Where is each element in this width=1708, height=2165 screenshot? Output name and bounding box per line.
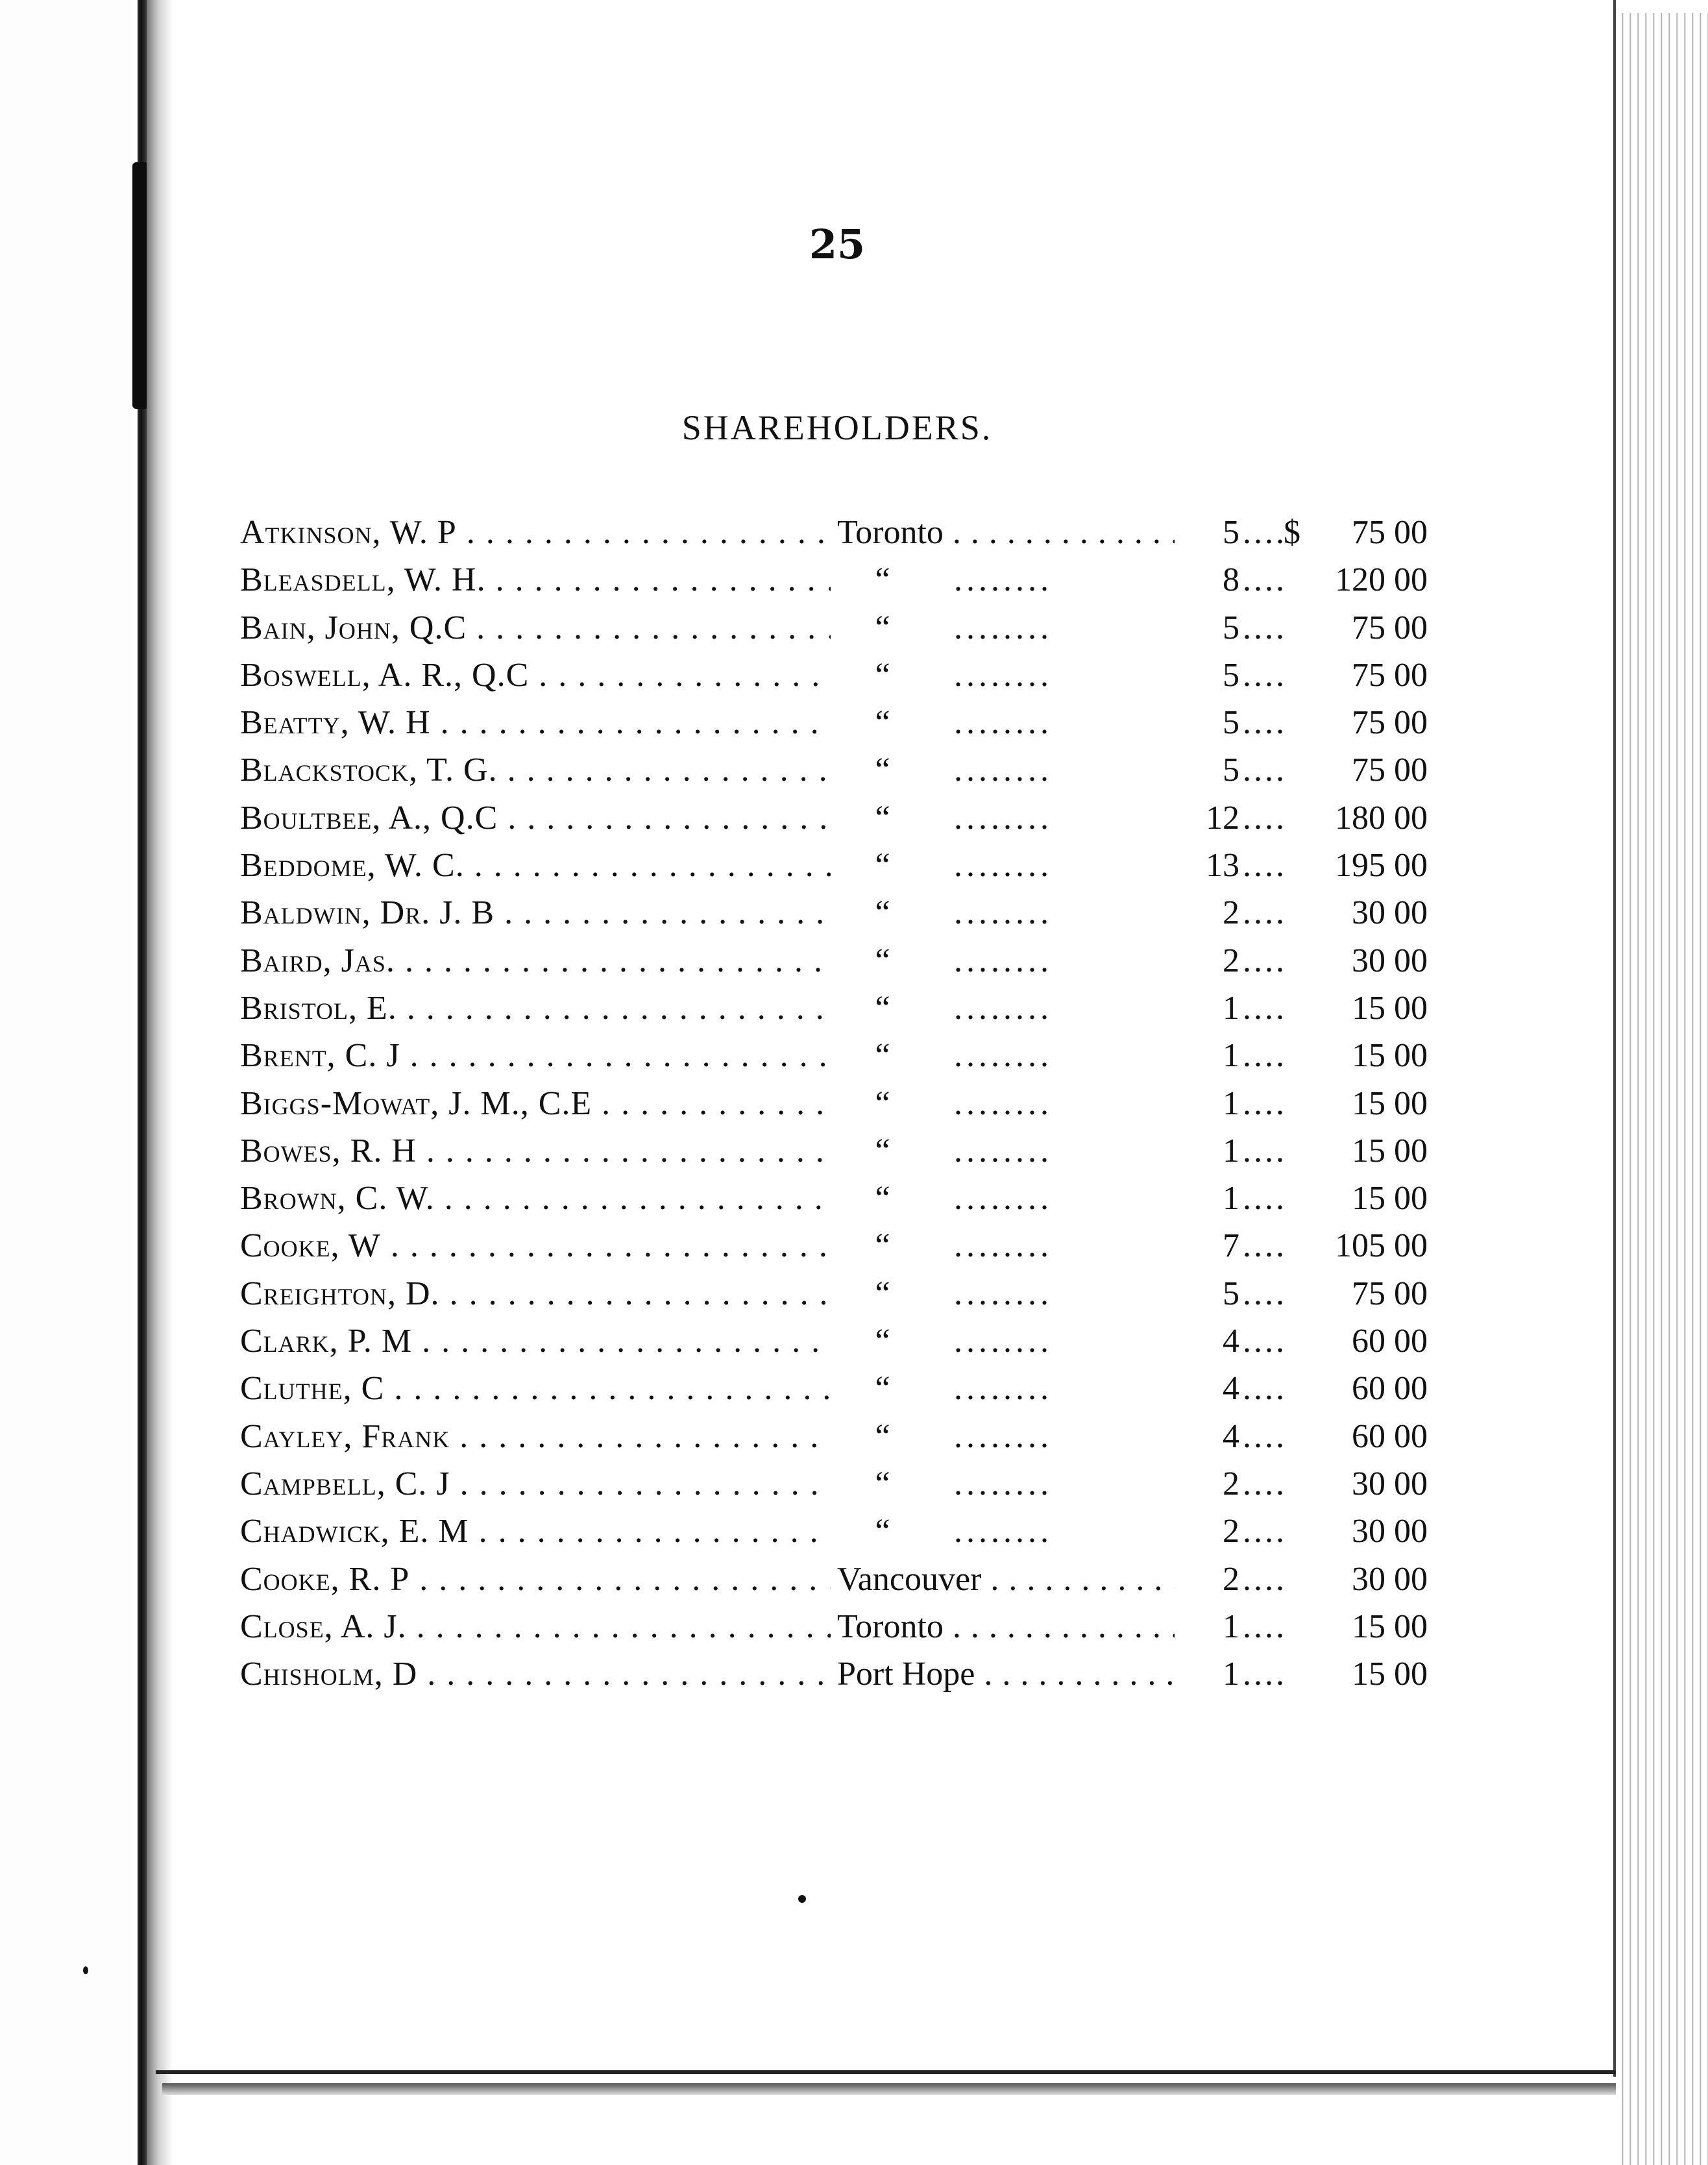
shareholder-name: Cooke, R. P . . .: [240, 1556, 831, 1603]
leader-dots: ....: [1243, 989, 1287, 1027]
shareholder-place: [837, 604, 1175, 652]
ditto-mark: “: [875, 704, 890, 742]
ditto-mark: “: [875, 799, 890, 837]
leader-dots: ....: [1243, 1560, 1287, 1598]
leader-dots: ........: [954, 942, 1053, 979]
shareholder-place: Port Hope . . .: [837, 1650, 1175, 1698]
shareholder-name: Cooke, W . . .: [240, 1222, 831, 1269]
shareholder-name: Boswell, A. R., Q.C . . .: [240, 652, 831, 699]
shareholder-name: Bowes, R. H . . .: [240, 1127, 831, 1175]
leader-dots: ....: [1243, 1037, 1287, 1075]
ditto-mark: “: [875, 609, 890, 646]
ditto-mark: “: [875, 1275, 890, 1312]
share-amount: 180 00: [1335, 799, 1428, 837]
shareholder-name: Bleasdell, W. H. . . .: [240, 556, 831, 604]
share-count: 2: [1223, 1465, 1239, 1502]
share-amount: 30 00: [1352, 894, 1428, 932]
share-amount: 75 00: [1352, 704, 1428, 742]
leader-dots: ....: [1243, 1465, 1287, 1502]
shareholder-name: Beddome, W. C. . . .: [240, 842, 831, 889]
share-count: 13: [1206, 847, 1239, 885]
shareholder-name: Baldwin, Dr. J. B . . .: [240, 889, 831, 936]
ditto-mark: “: [875, 894, 890, 932]
share-amount: 60 00: [1352, 1417, 1428, 1455]
shareholder-place: [837, 842, 1175, 889]
shareholder-place: [837, 1270, 1175, 1317]
list-item: [240, 1222, 1428, 1269]
leader-dots: ........: [954, 1417, 1053, 1455]
shareholder-place: [837, 652, 1175, 699]
list-item: [240, 1175, 1428, 1222]
share-amount: 30 00: [1352, 1560, 1428, 1598]
leader-dots: ....: [1243, 1417, 1287, 1455]
ditto-mark: “: [875, 989, 890, 1027]
share-count: 5: [1223, 609, 1239, 646]
share-amount: 75 00: [1352, 609, 1428, 646]
leader-dots: ....: [1243, 1180, 1287, 1217]
ditto-mark: “: [875, 1227, 890, 1265]
share-amount: 195 00: [1335, 847, 1428, 885]
leader-dots: ........: [954, 1323, 1053, 1360]
stacked-page-edges: [1616, 13, 1708, 2165]
ditto-mark: “: [875, 942, 890, 979]
leader-dots: ........: [954, 656, 1053, 694]
leader-dots: ....: [1243, 847, 1287, 885]
page-number: 25: [809, 221, 866, 268]
leader-dots: ........: [954, 1037, 1053, 1075]
leader-dots: ........: [954, 1370, 1053, 1408]
leader-dots: ........: [954, 847, 1053, 885]
leader-dots: ....: [1243, 609, 1287, 646]
shareholder-place: [837, 1413, 1175, 1460]
share-amount: 75 00: [1352, 1275, 1428, 1312]
ditto-mark: “: [875, 1132, 890, 1169]
share-amount: 60 00: [1352, 1323, 1428, 1360]
leader-dots: ....: [1243, 799, 1287, 837]
leader-dots: ........: [954, 1132, 1053, 1169]
leader-dots: ........: [954, 1084, 1053, 1122]
share-count: 2: [1223, 1560, 1239, 1598]
page-bottom-shadow: [162, 2083, 1616, 2095]
share-count: 1: [1223, 989, 1239, 1027]
share-amount: 15 00: [1352, 1180, 1428, 1217]
leader-dots: ........: [954, 1227, 1053, 1265]
shareholder-place: Vancouver . . .: [837, 1556, 1175, 1603]
leader-dots: ........: [954, 799, 1053, 837]
shareholder-name: Brent, C. J . . .: [240, 1032, 831, 1079]
ditto-mark: “: [875, 1417, 890, 1455]
list-item: [240, 1413, 1428, 1460]
share-amount: 120 00: [1335, 561, 1428, 599]
shareholder-place: [837, 1080, 1175, 1127]
share-count: 5: [1223, 1275, 1239, 1312]
share-amount: 75 00: [1352, 656, 1428, 694]
leader-dots: ........: [954, 1275, 1053, 1312]
shareholder-place: [837, 1365, 1175, 1412]
shareholder-name: Cayley, Frank . . .: [240, 1413, 831, 1460]
leader-dots: ........: [954, 1180, 1053, 1217]
share-count: 4: [1223, 1417, 1239, 1455]
shareholder-place: [837, 1222, 1175, 1269]
leader-dots: ........: [954, 752, 1053, 789]
shareholder-place: Toronto . . .: [837, 1603, 1175, 1650]
leader-dots: ....: [1243, 752, 1287, 789]
shareholder-name: Boultbee, A., Q.C . . .: [240, 794, 831, 842]
share-amount: 105 00: [1335, 1227, 1428, 1265]
list-item: [240, 556, 1428, 604]
list-item: [240, 1603, 1428, 1650]
shareholder-place: [837, 699, 1175, 746]
shareholder-place: [837, 937, 1175, 985]
share-count: 1: [1223, 1132, 1239, 1169]
share-count: 12: [1206, 799, 1239, 837]
shareholder-place: [837, 1032, 1175, 1079]
list-item: [240, 1508, 1428, 1555]
share-amount: 75 00: [1352, 752, 1428, 789]
list-item: [240, 1127, 1428, 1175]
list-item: [240, 652, 1428, 699]
shareholder-place: [837, 794, 1175, 842]
ditto-mark: “: [875, 1323, 890, 1360]
leader-dots: ....: [1243, 1656, 1287, 1693]
leader-dots: ........: [954, 1513, 1053, 1550]
shareholder-place: [837, 1127, 1175, 1175]
shareholder-name: Brown, C. W. . . .: [240, 1175, 831, 1222]
list-item: [240, 604, 1428, 652]
leader-dots: ........: [954, 1465, 1053, 1502]
share-amount: 15 00: [1352, 1608, 1428, 1645]
leader-dots: ....: [1243, 1132, 1287, 1169]
shareholder-name: Atkinson, W. P . . .: [240, 509, 831, 556]
currency-symbol: $: [1284, 514, 1300, 551]
shareholder-name: Cluthe, C . . .: [240, 1365, 831, 1412]
share-amount: 15 00: [1352, 1037, 1428, 1075]
share-count: 8: [1223, 561, 1239, 599]
list-item: [240, 1556, 1428, 1603]
leader-dots: ....: [1243, 1084, 1287, 1122]
leader-dots: ....: [1243, 704, 1287, 742]
share-count: 1: [1223, 1037, 1239, 1075]
list-item: [240, 509, 1428, 556]
shareholder-name: Blackstock, T. G. . . .: [240, 746, 831, 794]
ditto-mark: “: [875, 656, 890, 694]
shareholder-place: [837, 746, 1175, 794]
shareholder-place: [837, 1317, 1175, 1365]
ditto-mark: “: [875, 752, 890, 789]
shareholder-place: Toronto . . .: [837, 509, 1175, 556]
leader-dots: ....: [1243, 561, 1287, 599]
leader-dots: ........: [954, 561, 1053, 599]
list-item: [240, 1032, 1428, 1079]
list-item: [240, 1650, 1428, 1698]
share-amount: 15 00: [1352, 1084, 1428, 1122]
share-count: 5: [1223, 656, 1239, 694]
page-bottom-edge: [156, 2070, 1616, 2074]
list-item: [240, 1365, 1428, 1412]
leader-dots: ........: [954, 609, 1053, 646]
page-heading: SHAREHOLDERS.: [681, 408, 993, 447]
share-amount: 30 00: [1352, 1465, 1428, 1502]
list-item: [240, 1080, 1428, 1127]
ditto-mark: “: [875, 1180, 890, 1217]
share-count: 2: [1223, 894, 1239, 932]
shareholder-place: [837, 1508, 1175, 1555]
list-item: [240, 889, 1428, 936]
shareholder-name: Biggs-Mowat, J. M., C.E . . .: [240, 1080, 831, 1127]
share-count: 4: [1223, 1370, 1239, 1408]
share-count: 2: [1223, 1513, 1239, 1550]
leader-dots: ........: [954, 704, 1053, 742]
ditto-mark: “: [875, 561, 890, 599]
ink-speck: [798, 1895, 806, 1903]
ditto-mark: “: [875, 1037, 890, 1075]
ink-speck: [83, 1966, 88, 1974]
shareholder-name: Chadwick, E. M . . .: [240, 1508, 831, 1555]
share-amount: 30 00: [1352, 1513, 1428, 1550]
share-amount: 15 00: [1352, 1656, 1428, 1693]
list-item: [240, 699, 1428, 746]
leader-dots: ....: [1243, 1275, 1287, 1312]
shareholder-place: [837, 1175, 1175, 1222]
leader-dots: ....: [1243, 514, 1287, 551]
leader-dots: ........: [954, 894, 1053, 932]
share-amount: 15 00: [1352, 1132, 1428, 1169]
leader-dots: ........: [954, 989, 1053, 1027]
shareholder-place: [837, 1460, 1175, 1508]
list-item: [240, 794, 1428, 842]
share-count: 5: [1223, 514, 1239, 551]
list-item: [240, 842, 1428, 889]
leader-dots: ....: [1243, 1370, 1287, 1408]
shareholder-place: [837, 556, 1175, 604]
shareholder-name: Bristol, E. . . .: [240, 985, 831, 1032]
share-count: 4: [1223, 1323, 1239, 1360]
list-item: [240, 746, 1428, 794]
leader-dots: ....: [1243, 942, 1287, 979]
ditto-mark: “: [875, 1513, 890, 1550]
leader-dots: ....: [1243, 1227, 1287, 1265]
share-amount: 75 00: [1352, 514, 1428, 551]
shareholder-name: Chisholm, D . . .: [240, 1650, 831, 1698]
share-count: 1: [1223, 1656, 1239, 1693]
share-amount: 30 00: [1352, 942, 1428, 979]
share-count: 7: [1223, 1227, 1239, 1265]
shareholder-place: [837, 985, 1175, 1032]
shareholder-name: Close, A. J. . . .: [240, 1603, 831, 1650]
ditto-mark: “: [875, 1370, 890, 1408]
share-amount: 15 00: [1352, 989, 1428, 1027]
share-amount: 60 00: [1352, 1370, 1428, 1408]
list-item: [240, 937, 1428, 985]
leader-dots: ....: [1243, 1513, 1287, 1550]
binding-gutter: [147, 0, 173, 2165]
ditto-mark: “: [875, 1084, 890, 1122]
leader-dots: ....: [1243, 656, 1287, 694]
list-item: [240, 1270, 1428, 1317]
share-count: 1: [1223, 1084, 1239, 1122]
shareholder-list: [240, 509, 1428, 1698]
left-margin: [0, 0, 136, 2165]
share-count: 2: [1223, 942, 1239, 979]
share-count: 5: [1223, 752, 1239, 789]
shareholder-place: [837, 889, 1175, 936]
shareholder-name: Clark, P. M . . .: [240, 1317, 831, 1365]
share-count: 5: [1223, 704, 1239, 742]
leader-dots: ....: [1243, 894, 1287, 932]
leader-dots: ....: [1243, 1608, 1287, 1645]
shareholder-name: Creighton, D. . . .: [240, 1270, 831, 1317]
share-count: 1: [1223, 1608, 1239, 1645]
list-item: [240, 1317, 1428, 1365]
shareholder-name: Bain, John, Q.C . . .: [240, 604, 831, 652]
ditto-mark: “: [875, 1465, 890, 1502]
list-item: [240, 1460, 1428, 1508]
share-count: 1: [1223, 1180, 1239, 1217]
shareholder-name: Beatty, W. H . . .: [240, 699, 831, 746]
shareholder-name: Baird, Jas. . . .: [240, 937, 831, 985]
shareholder-name: Campbell, C. J . . .: [240, 1460, 831, 1508]
list-item: [240, 985, 1428, 1032]
leader-dots: ....: [1243, 1323, 1287, 1360]
ditto-mark: “: [875, 847, 890, 885]
